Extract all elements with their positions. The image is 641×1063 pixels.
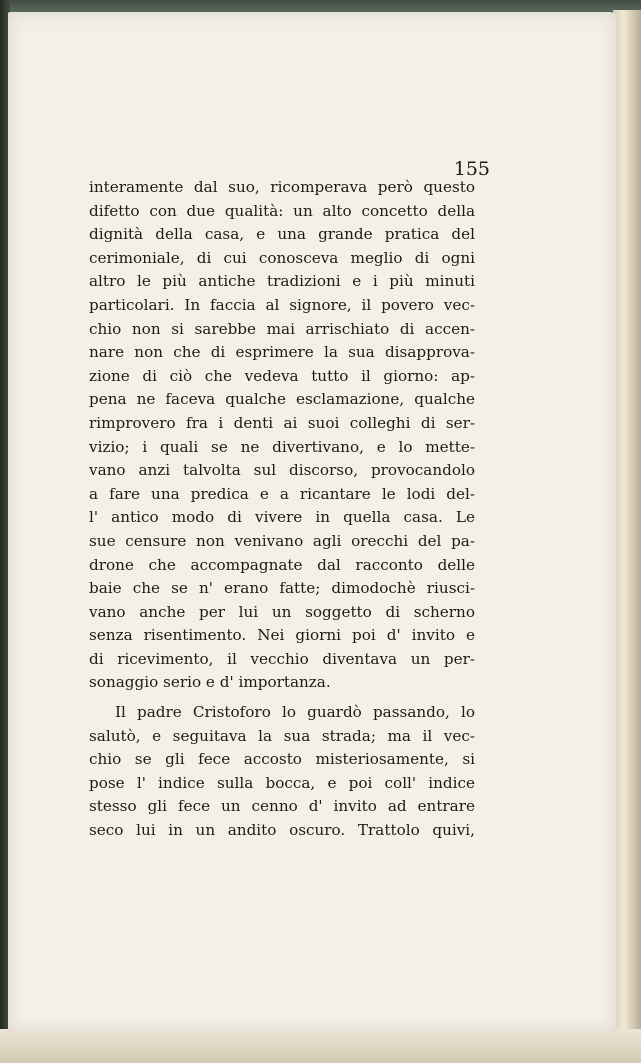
- text-line: nare non che di esprimere la sua disapprova-: [89, 343, 475, 362]
- text-line: di ricevimento, il vecchio diventava un per-: [89, 649, 475, 668]
- text-line: particolari. In faccia al signore, il povero vec-: [89, 295, 475, 314]
- body-text: [89, 176, 475, 843]
- page-stack-bottom: [0, 1029, 641, 1063]
- text-line: vano anzi talvolta sul discorso, provocandolo: [89, 461, 475, 480]
- paragraph: [89, 701, 475, 843]
- text-line: senza risentimento. Nei giorni poi d' invito e: [89, 626, 475, 645]
- text-line: drone che accompagnate dal racconto delle: [89, 555, 475, 574]
- text-line: a fare una predica e a ricantare le lodi del-: [89, 484, 475, 503]
- text-line: baie che se n' erano fatte; dimodochè riusci-: [89, 579, 475, 598]
- page-number: 155: [453, 158, 490, 180]
- text-line: dignità della casa, e una grande pratica del: [89, 225, 475, 244]
- text-line: pose l' indice sulla bocca, e poi coll' indice: [89, 773, 475, 792]
- text-line: seco lui in un andito oscuro. Trattolo quivi,: [89, 821, 475, 840]
- text-line: pena ne faceva qualche esclamazione, qualche: [89, 390, 475, 409]
- text-line: vizio; i quali se ne divertivano, e lo mette-: [89, 437, 475, 456]
- text-line: zione di ciò che vedeva tutto il giorno: ap-: [89, 366, 475, 385]
- paragraph: [89, 176, 475, 695]
- text-line: altro le più antiche tradizioni e i più minuti: [89, 272, 475, 291]
- text-line: interamente dal suo, ricomperava però questo: [89, 178, 475, 196]
- text-line: chio se gli fece accosto misteriosamente, si: [89, 750, 475, 769]
- text-line: vano anche per lui un soggetto di scherno: [89, 602, 475, 621]
- text-line: stesso gli fece un cenno d' invito ad entrare: [89, 797, 475, 816]
- text-line: l' antico modo di vivere in quella casa. Le: [89, 508, 475, 527]
- text-line: rimprovero fra i denti ai suoi colleghi di ser-: [89, 413, 475, 432]
- text-line: difetto con due qualità: un alto concetto della: [89, 201, 475, 220]
- text-line: chio non si sarebbe mai arrischiato di accen-: [89, 319, 475, 338]
- text-line: sue censure non venivano agli orecchi del pa-: [89, 531, 475, 550]
- text-line: salutò, e seguitava la sua strada; ma il vec-: [89, 726, 475, 745]
- text-line: cerimoniale, di cui conosceva meglio di ogni: [89, 248, 475, 267]
- text-line: Il padre Cristoforo lo guardò passando, lo: [115, 703, 475, 722]
- page-stack-right: [613, 10, 641, 1063]
- text-line: sonaggio serio e d' importanza.: [89, 673, 331, 692]
